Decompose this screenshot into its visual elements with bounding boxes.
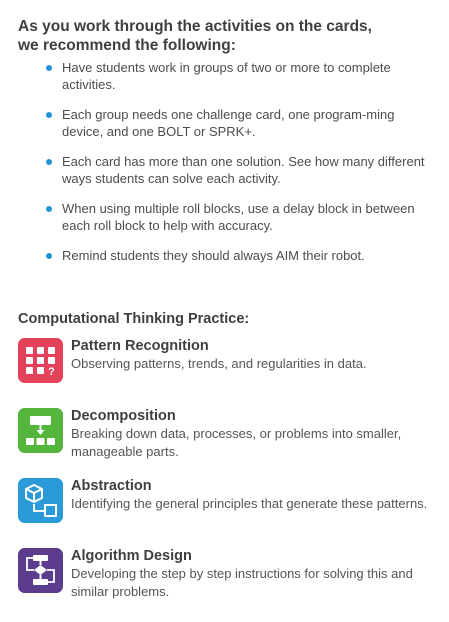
intro-line-2: we recommend the following: bbox=[18, 37, 236, 54]
intro-line-1: As you work through the activities on the cards, bbox=[18, 18, 372, 35]
bullet-icon bbox=[46, 159, 52, 165]
practice-abstraction bbox=[18, 477, 438, 537]
practice-name: Abstraction bbox=[71, 478, 152, 494]
pattern-icon bbox=[18, 338, 63, 383]
bullet-icon bbox=[46, 112, 52, 118]
bullet-icon bbox=[46, 206, 52, 212]
abstraction-icon bbox=[18, 478, 63, 523]
bullet-icon bbox=[46, 253, 52, 259]
list-item: Remind students they should always AIM their robot. bbox=[46, 248, 431, 265]
practice-algorithm-design bbox=[18, 547, 438, 607]
practice-desc: Identifying the general principles that generate these patterns. bbox=[71, 496, 428, 511]
practice-desc: Observing patterns, trends, and regularities in data. bbox=[71, 356, 367, 371]
list-item: Each group needs one challenge card, one program-ming device, and one BOLT or SPRK+. bbox=[46, 107, 431, 140]
intro-heading bbox=[18, 17, 438, 55]
practice-decomposition bbox=[18, 407, 438, 467]
list-item: Each card has more than one solution. See how many different ways students can solve each activity. bbox=[46, 154, 431, 187]
list-item: Have students work in groups of two or more to complete activities. bbox=[46, 60, 431, 93]
algorithm-icon bbox=[18, 548, 63, 593]
list-item: When using multiple roll blocks, use a delay block in between each roll block to help with accuracy. bbox=[46, 201, 431, 234]
svg-text:?: ? bbox=[48, 366, 55, 378]
decomposition-icon bbox=[18, 408, 63, 453]
practice-name: Algorithm Design bbox=[71, 548, 192, 564]
recommendation-list bbox=[46, 60, 431, 279]
practice-name: Decomposition bbox=[71, 408, 176, 424]
practice-desc: Developing the step by step instructions for solving this and similar problems. bbox=[71, 566, 413, 599]
practice-name: Pattern Recognition bbox=[71, 338, 209, 354]
ct-practice-title: Computational Thinking Practice: bbox=[18, 311, 250, 327]
practice-pattern-recognition bbox=[18, 337, 438, 397]
bullet-icon bbox=[46, 65, 52, 71]
practice-desc: Breaking down data, processes, or problems into smaller, manageable parts. bbox=[71, 426, 402, 459]
